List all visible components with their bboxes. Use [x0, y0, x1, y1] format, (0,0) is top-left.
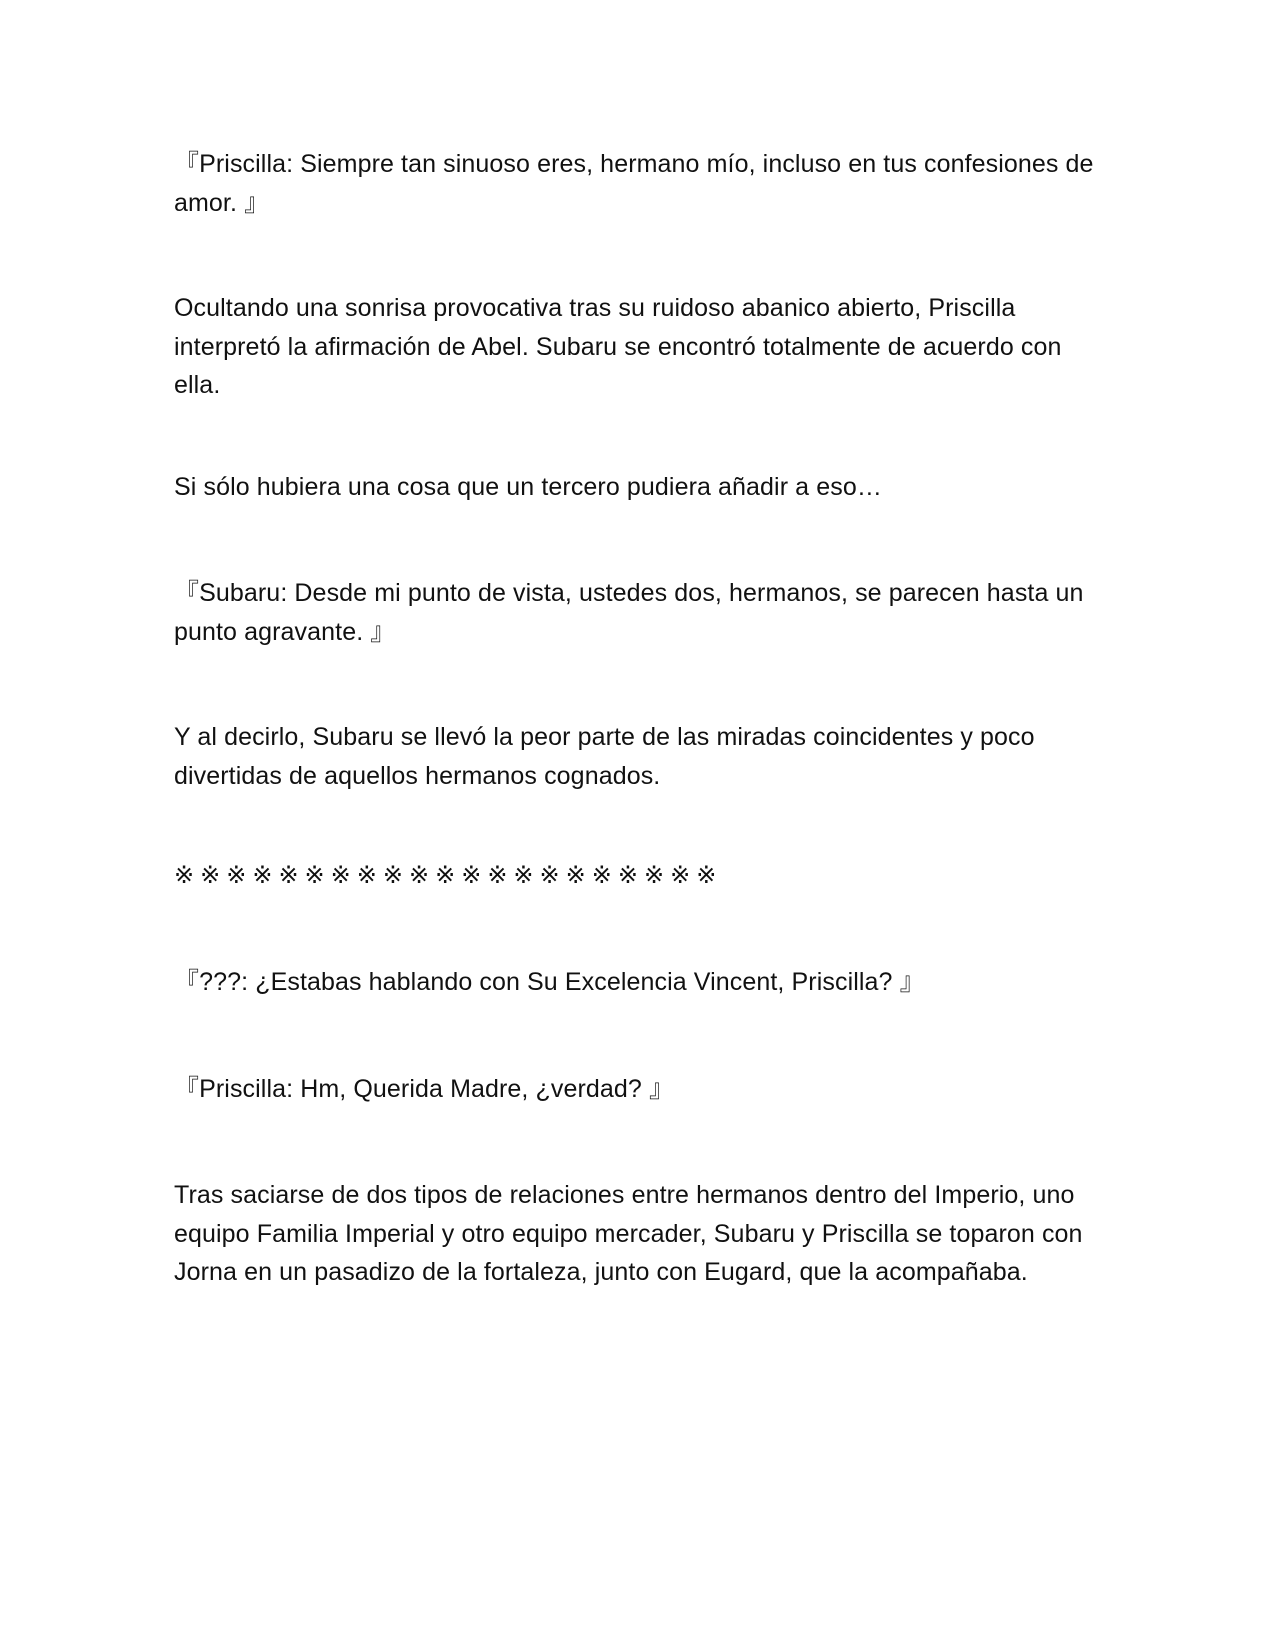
- narration-paragraph-1: Ocultando una sonrisa provocativa tras su ruidoso abanico abierto, Priscilla interpretó la afirmación de Abel. Subaru se encontró totalmente de acuerdo con ella.: [174, 294, 1069, 399]
- dialogue-priscilla-1: 『Priscilla: Siempre tan sinuoso eres, hermano mío, incluso en tus confesiones de amor. 』: [174, 150, 1101, 217]
- scene-separator: ※※※※※※※※※※※※※※※※※※※※※: [174, 861, 723, 889]
- narration-paragraph-4: Tras saciarse de dos tipos de relaciones entre hermanos dentro del Imperio, uno equipo Familia Imperial y otro equipo mercader, Subaru y Priscilla se toparon con Jorna en un pasadizo de la fortaleza, junto con Eugard, que la acompañaba.: [174, 1181, 1090, 1286]
- narration-paragraph-3: Y al decirlo, Subaru se llevó la peor parte de las miradas coincidentes y poco divertidas de aquellos hermanos cognados.: [174, 723, 1042, 790]
- narration-paragraph-2: Si sólo hubiera una cosa que un tercero pudiera añadir a eso…: [174, 473, 882, 501]
- dialogue-unknown-1: 『???: ¿Estabas hablando con Su Excelencia Vincent, Priscilla? 』: [174, 968, 925, 996]
- dialogue-priscilla-2: 『Priscilla: Hm, Querida Madre, ¿verdad? 』: [174, 1075, 675, 1103]
- dialogue-subaru-1: 『Subaru: Desde mi punto de vista, ustedes dos, hermanos, se parecen hasta un punto agravante. 』: [174, 579, 1091, 646]
